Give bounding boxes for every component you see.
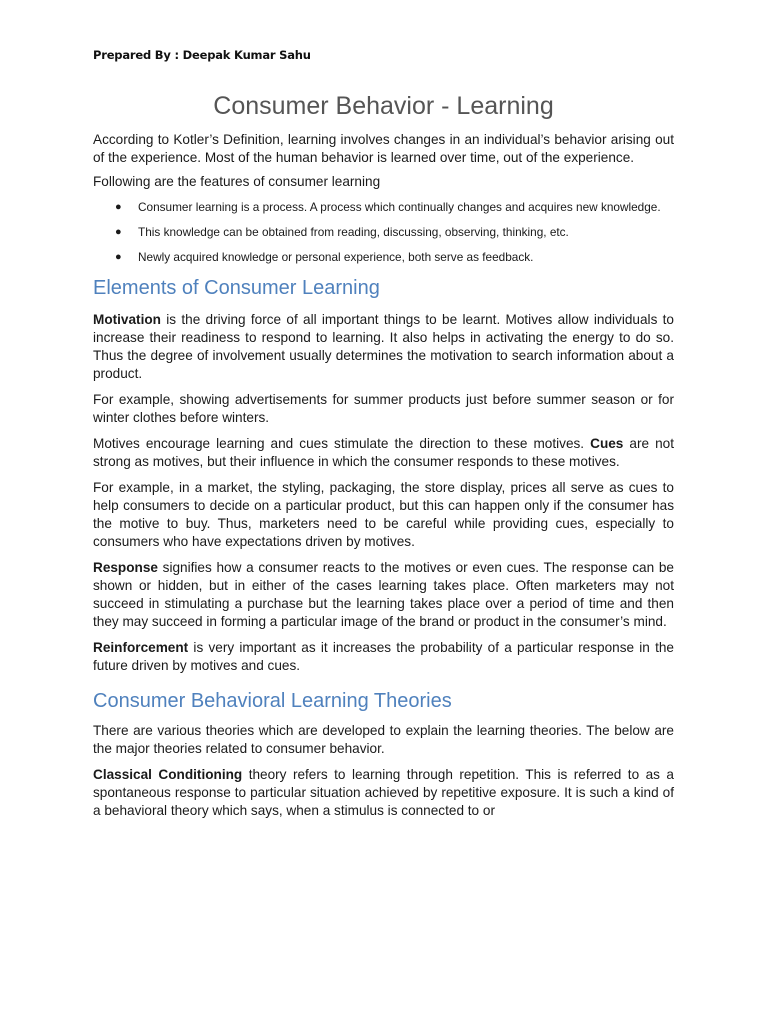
classical-conditioning-term: Classical Conditioning bbox=[93, 767, 243, 782]
reinforcement-term: Reinforcement bbox=[93, 640, 189, 655]
feature-text: This knowledge can be obtained from reading, discussing, observing, thinking, etc. bbox=[138, 225, 569, 239]
reinforcement-paragraph bbox=[93, 639, 674, 675]
theories-intro-paragraph: There are various theories which are developed to explain the learning theories. The below are the major theories related to consumer behavior. bbox=[93, 723, 674, 756]
classical-conditioning-text: theory refers to learning through repetition. This is referred to as a spontaneous response to particular situation achieved by repetitive exposure. It is such a kind of a behavioral theory which says, when a stimulus is connected to or bbox=[93, 767, 674, 818]
bullet-icon: ● bbox=[115, 226, 122, 238]
elements-heading: Elements of Consumer Learning bbox=[93, 277, 380, 299]
list-item bbox=[93, 199, 674, 215]
prepared-by-line: Prepared By : Deepak Kumar Sahu bbox=[93, 48, 311, 62]
motivation-text: is the driving force of all important things to be learnt. Motives allow individuals to increase their readiness to respond to learning. It also helps in activating the energy to do so. Thus the degree of involvement usually determines the motivation to search information about a product. bbox=[93, 312, 674, 381]
classical-conditioning-paragraph bbox=[93, 766, 674, 820]
cues-example-paragraph: For example, in a market, the styling, packaging, the store display, prices all serve as cues to help consumers to decide on a particular product, but this can happen only if the consumer has the motive to buy. Thus, marketers need to be careful while providing cues, especially to consumers who have expectations driven by motives. bbox=[93, 480, 674, 549]
theories-heading: Consumer Behavioral Learning Theories bbox=[93, 690, 452, 712]
bullet-icon: ● bbox=[115, 201, 122, 213]
response-paragraph bbox=[93, 559, 674, 631]
bullet-icon: ● bbox=[115, 251, 122, 263]
list-item bbox=[93, 224, 674, 240]
document-title: Consumer Behavior - Learning bbox=[213, 92, 554, 120]
motivation-paragraph bbox=[93, 311, 674, 383]
reinforcement-text: is very important as it increases the probability of a particular response in the future driven by motives and cues. bbox=[93, 640, 674, 673]
response-text: signifies how a consumer reacts to the motives or even cues. The response can be shown or hidden, but in either of the cases learning takes place. Often marketers may not succeed in stimulating a purchase but the learning takes place over a period of time and then they may succeed in forming a particular image of the brand or product in the consumer’s mind. bbox=[93, 560, 674, 629]
response-term: Response bbox=[93, 560, 158, 575]
list-item bbox=[93, 249, 674, 265]
cues-intro-text: Motives encourage learning and cues stimulate the direction to these motives. bbox=[93, 436, 591, 451]
features-lead-paragraph: Following are the features of consumer learning bbox=[93, 174, 381, 189]
kotler-definition-paragraph: According to Kotler’s Definition, learning involves changes in an individual’s behavior arising out of the experience. Most of the human behavior is learned over time, out of the experience. bbox=[93, 132, 674, 165]
cues-term: Cues bbox=[590, 436, 624, 451]
document-body bbox=[93, 131, 674, 828]
cues-text: are not strong as motives, but their influence in which the consumer responds to these motives. bbox=[93, 436, 674, 469]
feature-text: Consumer learning is a process. A process which continually changes and acquires new knowledge. bbox=[138, 200, 661, 214]
motivation-term: Motivation bbox=[93, 312, 161, 327]
features-list bbox=[93, 199, 674, 265]
feature-text: Newly acquired knowledge or personal experience, both serve as feedback. bbox=[138, 250, 534, 264]
motivation-example-paragraph: For example, showing advertisements for summer products just before summer season or for winter clothes before winters. bbox=[93, 392, 674, 425]
cues-paragraph bbox=[93, 435, 674, 471]
